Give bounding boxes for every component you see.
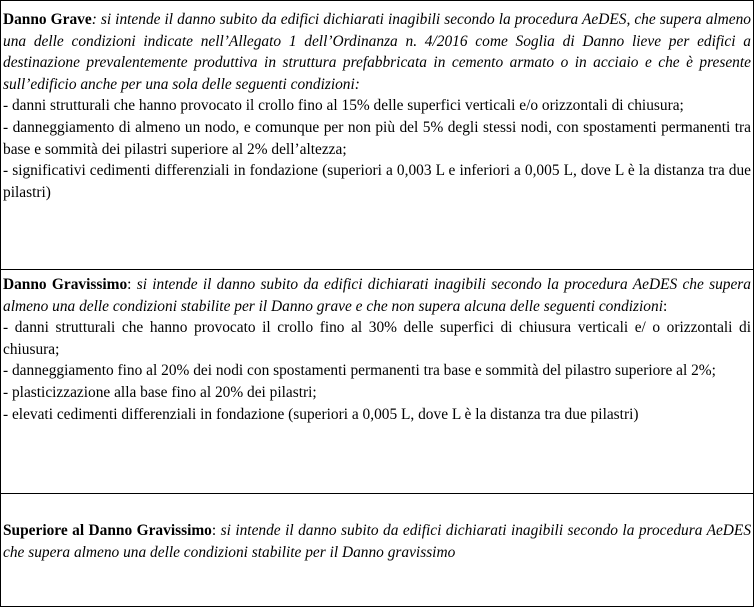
superiore-separator: : [211, 522, 221, 539]
danno-grave-condition-1: - danni strutturali che hanno provocato il crollo fino al 15% delle superfici verticali e/o orizzontali di chiusura; [3, 97, 684, 115]
danno-grave-condition-2: - danneggiamento di almeno un nodo, e comunque per non più del 5% degli stessi nodi, con spostamenti permanenti tra base e sommità dei pilastri superiore al 2% dell’altezza; [3, 118, 751, 158]
danno-gravissimo-condition-3: - plasticizzazione alla base fino al 20% dei pilastri; [3, 383, 317, 401]
superiore-definition: si intende il danno subito da edifici dichiarati inagibili secondo la procedura AeDES che supera almeno una delle condizioni stabilite per il Danno gravissimo [3, 522, 752, 561]
danno-gravissimo-intro [3, 274, 751, 317]
danno-gravissimo-condition-2: - danneggiamento fino al 20% dei nodi con spostamenti permanenti tra base e sommità del pilastro superiore al 2%; [3, 362, 716, 380]
section-superiore-danno-gravissimo [1, 493, 753, 606]
danno-gravissimo-trailer: : [662, 297, 668, 315]
danno-gravissimo-separator: : [127, 276, 137, 293]
section-danno-grave [1, 1, 753, 269]
danno-grave-definition: : si intende il danno subito da edifici dichiarati inagibili secondo la procedura AeDES, che supera almeno una delle condizioni indicate nell’Allegato 1 dell’Ordinanza n. 4/2016 come Soglia di Danno lieve per edifici a destinazione prevalentemente produttiva in struttura prefabbricata in cemento armato o in acciaio e che è presente sull’edificio anche per una sola delle seguenti condizioni: [3, 11, 752, 93]
danno-grave-term: Danno Grave [3, 11, 92, 28]
superiore-term: Superiore al Danno Gravissimo [3, 522, 212, 539]
danno-gravissimo-condition-1: - danni strutturali che hanno provocato il crollo fino al 30% delle superfici di chiusura verticali e/ o orizzontali di chiusura; [3, 319, 751, 358]
superiore-intro [3, 520, 751, 563]
danno-grave-condition-3: - significativi cedimenti differenziali in fondazione (superiori a 0,003 L e inferiori a 0,005 L, dove L è la distanza tra due pilastri) [3, 162, 751, 201]
danno-gravissimo-term: Danno Gravissimo [3, 276, 128, 293]
danno-gravissimo-condition-4: - elevati cedimenti differenziali in fondazione (superiori a 0,005 L, dove L è la distanza tra due pilastri) [3, 405, 639, 423]
danno-grave-intro [3, 9, 751, 95]
section-danno-gravissimo [1, 269, 753, 493]
danno-gravissimo-definition: si intende il danno subito da edifici dichiarati inagibili secondo la procedura AeDES che supera almeno una delle condizioni stabilite per il Danno grave e che non supera alcuna delle seguenti condizioni [3, 276, 751, 315]
